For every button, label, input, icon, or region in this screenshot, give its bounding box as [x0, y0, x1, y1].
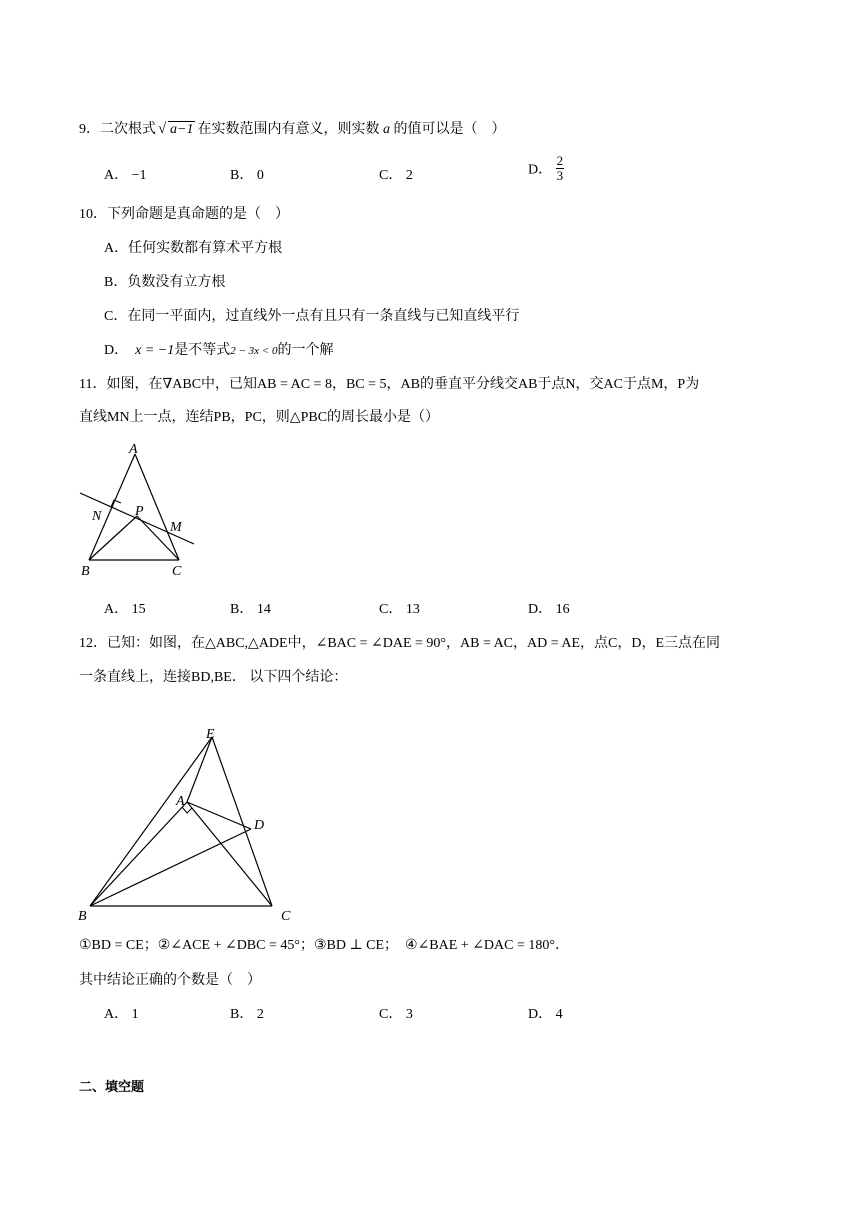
- q11-option-a[interactable]: [104, 598, 146, 618]
- option-label: D．: [528, 162, 553, 178]
- q12-option-b[interactable]: [230, 1003, 264, 1023]
- option-value: 15: [131, 602, 146, 617]
- q12-label-b: B: [78, 909, 87, 924]
- q11-label-c: C: [172, 564, 182, 579]
- fraction-denominator: 3: [556, 168, 564, 183]
- q9-option-a[interactable]: [104, 164, 147, 184]
- fraction: [556, 154, 565, 183]
- q12-question: 其中结论正确的个数是（ ）: [79, 973, 261, 988]
- fraction-numerator: 2: [556, 153, 564, 168]
- option-value: 16: [555, 602, 570, 617]
- option-label: C．: [379, 1007, 403, 1022]
- q11-label-b: B: [81, 564, 90, 579]
- option-label: B．: [230, 1007, 254, 1022]
- option-value: 13: [405, 602, 420, 617]
- q10-d-tail: 的一个解: [277, 343, 334, 358]
- q9-option-c[interactable]: [379, 164, 413, 184]
- q10-d-expr: x = −1: [135, 343, 175, 358]
- q12-stem-line2: 一条直线上，连接BD,BE． 以下四个结论：: [79, 670, 348, 685]
- q10-option-a[interactable]: A．任何实数都有算术平方根: [104, 241, 283, 256]
- option-value: 4: [555, 1007, 563, 1022]
- q10-option-d[interactable]: [104, 339, 333, 359]
- q9-option-b[interactable]: [230, 164, 264, 184]
- q11-option-b[interactable]: [230, 598, 271, 618]
- option-label: D．: [528, 1007, 553, 1022]
- q12-label-e: E: [206, 727, 215, 742]
- q11-option-c[interactable]: [379, 598, 420, 618]
- option-value: 0: [256, 168, 264, 183]
- q12-conclusions: ①BD = CE；②∠ACE + ∠DBC = 45°；③BD ⊥ CE； ④∠BAE + ∠DAC = 180°．: [79, 938, 569, 953]
- q11-label-a: A: [129, 442, 138, 457]
- q11-label-m: M: [170, 520, 182, 535]
- q12-figure: [70, 720, 310, 926]
- section-title: 二、填空题: [79, 1080, 145, 1095]
- option-label: A．: [104, 1007, 129, 1022]
- q12-option-d[interactable]: [528, 1003, 563, 1023]
- q9-radicand: a−1: [170, 122, 194, 137]
- option-label: B．: [230, 168, 254, 183]
- q12-option-a[interactable]: [104, 1003, 139, 1023]
- option-label: A．: [104, 602, 129, 617]
- q9-suffix2: 的值可以是（ ）: [393, 122, 506, 137]
- q12-label-c: C: [281, 909, 291, 924]
- option-value: 2: [405, 168, 413, 183]
- q12-label-a: A: [176, 794, 185, 809]
- q10-d-mid: 是不等式: [174, 343, 231, 358]
- option-label: C．: [379, 168, 403, 183]
- q9-suffix: 在实数范围内有意义，则实数: [197, 122, 380, 137]
- option-value: 1: [131, 1007, 139, 1022]
- option-value: 14: [256, 602, 271, 617]
- q11-stem-line1: 11．如图，在∇ABC中，已知AB = AC = 8，BC = 5，AB的垂直平分线交AB于点N，交AC于点M，P为: [79, 377, 700, 392]
- option-value: 3: [405, 1007, 413, 1022]
- q12-label-d: D: [254, 818, 265, 833]
- option-value: 2: [256, 1007, 264, 1022]
- q12-option-c[interactable]: [379, 1003, 413, 1023]
- q9-radical: √ a−1: [158, 121, 194, 137]
- option-value: −1: [131, 168, 147, 183]
- q10-stem: 10．下列命题是真命题的是（ ）: [79, 207, 289, 222]
- option-label: C．: [379, 602, 403, 617]
- q10-d-ineq: 2 − 3x < 0: [230, 345, 278, 357]
- q10-option-b[interactable]: B．负数没有立方根: [104, 275, 226, 290]
- option-label: D．: [104, 343, 129, 358]
- q11-label-n: N: [92, 509, 102, 524]
- q12-stem-line1: 12．已知：如图，在△ABC,△ADE中，∠BAC = ∠DAE = 90°，AB = AC，AD = AE，点C，D，E三点在同: [79, 636, 721, 651]
- q9-stem: [79, 118, 505, 138]
- option-label: D．: [528, 602, 553, 617]
- q9-option-d[interactable]: [528, 154, 564, 183]
- option-label: B．: [230, 602, 254, 617]
- option-label: A．: [104, 168, 129, 183]
- q11-stem-line2: 直线MN上一点，连结PB，PC，则△PBC的周长最小是（）: [79, 410, 440, 425]
- q11-label-p: P: [135, 504, 144, 519]
- q11-option-d[interactable]: [528, 598, 570, 618]
- q10-option-c[interactable]: C．在同一平面内，过直线外一点有且只有一条直线与已知直线平行: [104, 309, 520, 324]
- q11-figure: [70, 436, 210, 584]
- q9-prefix: 9．二次根式: [79, 122, 156, 137]
- q9-var: a: [382, 122, 390, 137]
